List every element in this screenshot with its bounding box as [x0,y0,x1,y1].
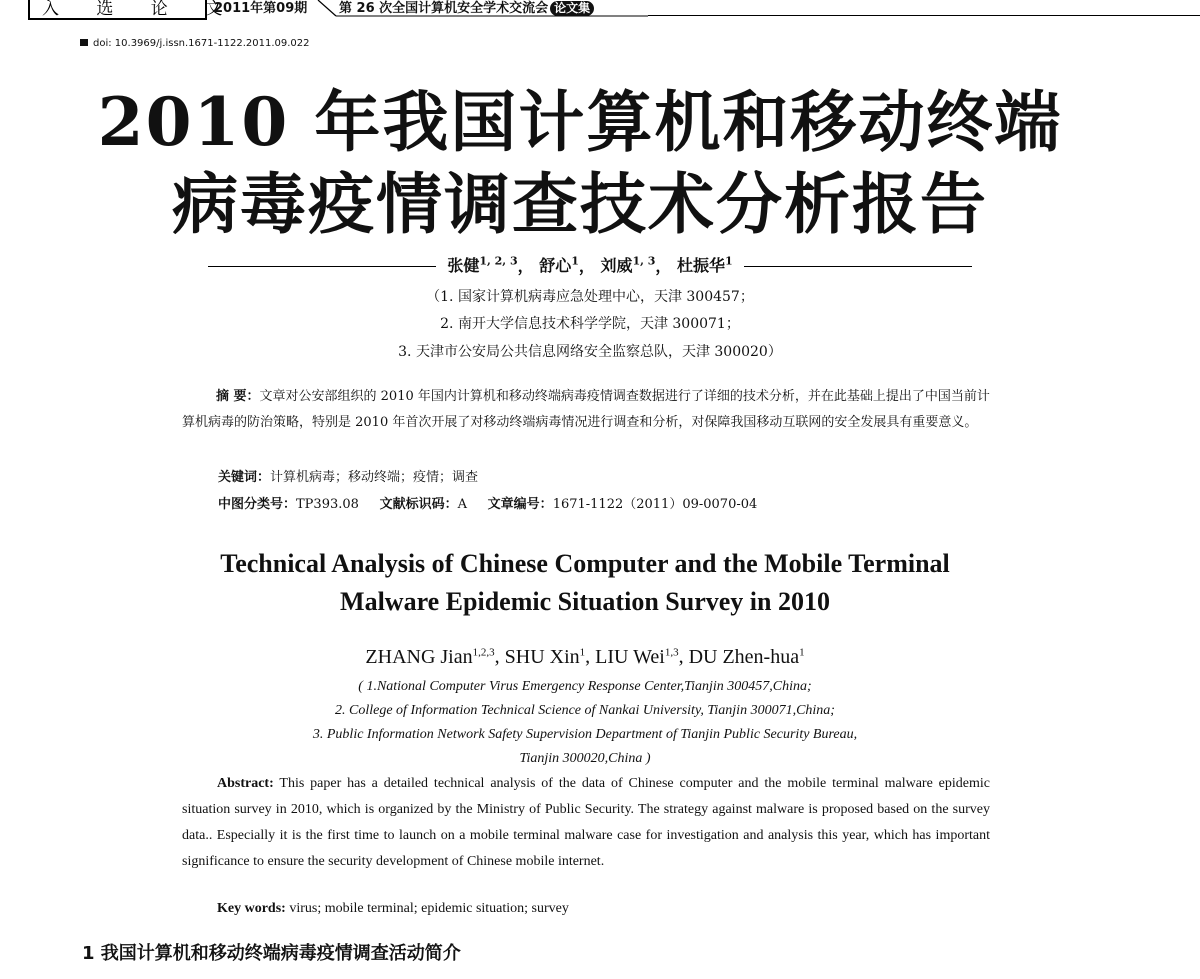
affiliation-en-3: 3. Public Information Network Safety Supervision Department of Tianjin Public Security Bureau, [312,727,858,742]
keywords-cn-text: 计算机病毒；移动终端；疫情；调查 [270,470,479,485]
classification-line [218,494,757,516]
title-cn-line-2: 病毒疫情调查技术分析报告 [172,165,988,243]
doi-marker-icon [80,39,88,46]
author-rule-left [208,266,436,267]
author-cn: 杜振华$^1$ [677,255,733,276]
header-rule [648,15,1200,16]
keywords-en-label: Key words: [217,901,286,916]
authors-en: ZHANG Jian$^{1,2,3}$, SHU Xin$^1$, LIU Wei$^{1,3}$, DU Zhen-hua$^1$ [365,645,805,668]
conference-title: 第 26 次全国计算机安全学术交流会 [339,1,549,16]
author-cn: 张健$^{1, 2, 3}$ [447,255,518,276]
affiliation-cn-2: 2. 南开大学信息技术科学学院，天津 300071； [440,316,740,332]
abstract-en-label: Abstract: [217,776,274,791]
conference-name [339,0,594,18]
author-cn: 舒心$^1$ [539,255,579,276]
keywords-en [217,898,569,920]
author-cn: 刘威$^{1, 3}$ [600,255,656,276]
article-number-value: 1671-1122（2011）09-0070-04 [552,497,758,512]
section-heading: 1 我国计算机和移动终端病毒疫情调查活动简介 [82,943,461,964]
authors-cn: 张健$^{1, 2, 3}$， 舒心$^1$， 刘威$^{1, 3}$， 杜振华$^1$ [0,248,1180,280]
doi-line [80,38,310,50]
proceedings-badge: 论文集 [550,1,594,16]
issue-label: 2011年第09期 [214,1,308,16]
column-label: 入 选 论 文 [28,0,207,20]
abstract-cn-text: 文章对公安部组织的 2010 年国内计算机和移动终端病毒疫情调查数据进行了详细的技术分析，并在此基础上提出了中国当前计算机病毒的防治策略，特别是 2010 年首次开展了对移动终端病毒情况进行调查和分析，对保障我国移动互联网的安全发展具有重要意义。 [182,389,990,430]
title-en-line-2: Malware Epidemic Situation Survey in 2010 [340,587,830,616]
affiliation-en-4: Tianjin 300020,China ) [519,751,651,766]
affiliation-en-1: ( 1.National Computer Virus Emergency Response Center,Tianjin 300457,China; [358,679,812,694]
header-divider-icon [0,0,1200,20]
affiliation-cn-1: （1. 国家计算机病毒应急处理中心，天津 300457； [426,289,754,305]
abstract-en [182,771,990,875]
author-rule-right [744,266,972,267]
keywords-en-text: virus; mobile terminal; epidemic situation; survey [289,901,569,916]
title-cn-line-1: 2010 年我国计算机和移动终端 [97,83,1063,161]
article-number-label: 文章编号： [487,497,553,512]
clc-value: TP393.08 [296,497,359,512]
title-en-line-1: Technical Analysis of Chinese Computer and the Mobile Terminal [220,549,950,578]
author-en: ZHANG Jian$^{1,2,3}$ [365,645,495,668]
doc-code-label: 文献标识码： [379,497,458,512]
author-en: DU Zhen-hua$^1$ [688,645,805,668]
abstract-cn-label: 摘 要： [216,389,260,404]
abstract-cn [182,384,992,436]
keywords-cn [218,467,478,489]
doc-code-value: A [457,497,467,512]
author-en: LIU Wei$^{1,3}$ [595,645,679,668]
abstract-en-text: This paper has a detailed technical analysis of the data of Chinese computer and the mobile terminal malware epidemic situation survey in 2010, which is organized by the Ministry of Public Security. The strategy against malware is proposed based on the survey data.. Especially it is the first time to launch on a mobile terminal malware case for investigation and analysis this year, which has important significance to ensure the security development of Chinese mobile internet. [182,776,990,869]
clc-label: 中图分类号： [218,497,297,512]
keywords-cn-label: 关键词： [218,470,271,485]
author-en: SHU Xin$^1$ [504,645,586,668]
affiliation-cn-3: 3. 天津市公安局公共信息网络安全监察总队，天津 300020） [398,344,782,360]
affiliation-en-2: 2. College of Information Technical Science of Nankai University, Tianjin 300071,China; [335,703,835,718]
doi-text: doi: 10.3969/j.issn.1671-1122.2011.09.022 [93,38,310,49]
